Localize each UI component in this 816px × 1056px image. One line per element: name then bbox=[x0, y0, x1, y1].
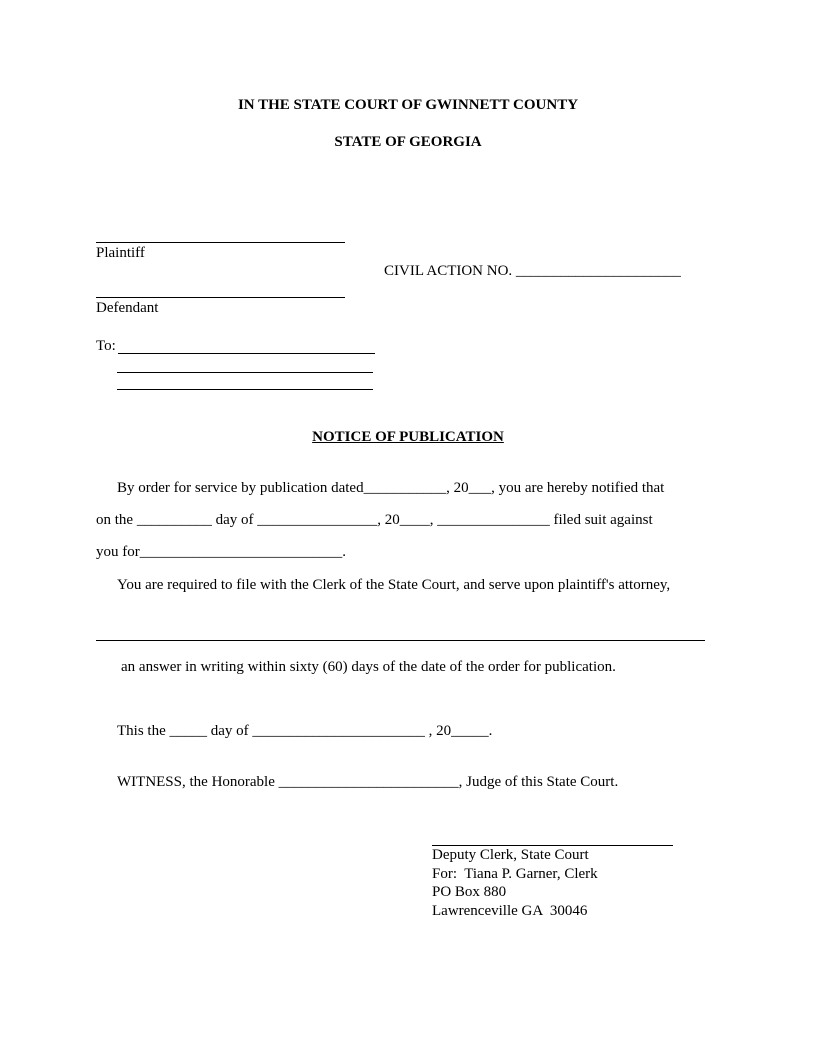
state-heading: STATE OF GEORGIA bbox=[334, 134, 482, 150]
to-label: To: bbox=[96, 338, 116, 354]
court-heading: IN THE STATE COURT OF GWINNETT COUNTY bbox=[237, 97, 579, 113]
to-address-line-3[interactable] bbox=[117, 389, 373, 390]
to-address-line-2[interactable] bbox=[117, 372, 373, 373]
defendant-label: Defendant bbox=[96, 300, 159, 316]
plaintiff-signature-line[interactable] bbox=[96, 242, 345, 243]
defendant-signature-line[interactable] bbox=[96, 297, 345, 298]
notice-line-1: By order for service by publication dated___________, 20___, you are hereby notified that bbox=[117, 480, 665, 496]
civil-action-number: CIVIL ACTION NO. ______________________ bbox=[384, 263, 681, 279]
to-address-line-1[interactable] bbox=[118, 353, 375, 354]
plaintiff-label: Plaintiff bbox=[96, 245, 145, 261]
notice-line-2: on the __________ day of ________________, 20____, _______________ filed suit against bbox=[96, 512, 653, 528]
notice-line-3: you for___________________________. bbox=[96, 544, 346, 560]
notice-title: NOTICE OF PUBLICATION bbox=[312, 429, 504, 445]
notice-line-4: You are required to file with the Clerk of the State Court, and serve upon plaintiff's attorney, bbox=[117, 577, 671, 593]
notice-line-5: an answer in writing within sixty (60) days of the date of the order for publication. bbox=[121, 659, 616, 675]
attorney-name-line[interactable] bbox=[96, 640, 705, 641]
clerk-city: Lawrenceville GA 30046 bbox=[432, 903, 588, 919]
clerk-po-box: PO Box 880 bbox=[432, 884, 507, 900]
date-line: This the _____ day of _______________________ , 20_____. bbox=[117, 723, 493, 739]
clerk-title: Deputy Clerk, State Court bbox=[432, 847, 589, 863]
clerk-for-line: For: Tiana P. Garner, Clerk bbox=[432, 866, 598, 882]
witness-line: WITNESS, the Honorable ________________________, Judge of this State Court. bbox=[117, 774, 619, 790]
